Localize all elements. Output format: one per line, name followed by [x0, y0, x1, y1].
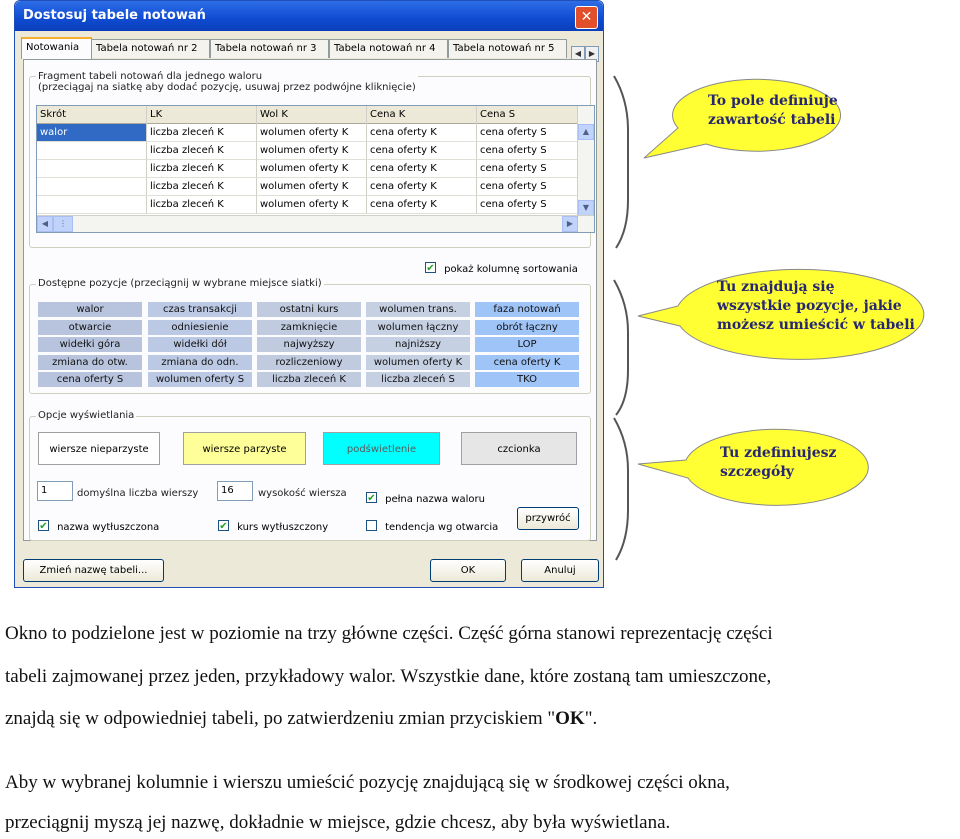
grid-vertical-scrollbar[interactable] — [577, 106, 594, 216]
grid-cell[interactable]: liczba zleceń K — [147, 178, 257, 196]
sort-checkbox[interactable]: ✔ — [426, 263, 435, 274]
available-item[interactable]: wolumen oferty S — [148, 372, 252, 387]
scroll-thumb[interactable]: ⋮ — [53, 216, 73, 232]
grid-cell[interactable]: wolumen oferty K — [257, 196, 367, 214]
grid-col-header[interactable]: Skrót — [37, 106, 147, 124]
sort-option[interactable] — [425, 257, 578, 276]
callout-middle-line2: wszystkie pozycje, jakie — [717, 298, 902, 314]
available-item[interactable]: LOP — [475, 337, 579, 352]
grid-cell[interactable] — [37, 178, 147, 196]
grid-cell[interactable]: cena oferty K — [367, 160, 477, 178]
callout-middle-line1: Tu znajdują się — [717, 279, 835, 295]
available-item[interactable]: zamknięcie — [257, 320, 361, 335]
grid-cell[interactable]: cena oferty S — [477, 196, 579, 214]
callout-bottom-text — [720, 444, 837, 482]
grid-cell[interactable]: cena oferty K — [367, 196, 477, 214]
available-item[interactable]: rozliczeniowy — [257, 355, 361, 370]
grid-cell[interactable]: cena oferty K — [367, 124, 477, 142]
available-item[interactable]: faza notowań — [475, 302, 579, 317]
odd-rows-box[interactable]: wiersze nieparzyste — [38, 432, 160, 465]
available-item[interactable]: obrót łączny — [475, 320, 579, 335]
available-item[interactable]: odniesienie — [148, 320, 252, 335]
available-item[interactable]: zmiana do odn. — [148, 355, 252, 370]
grid-cell[interactable]: cena oferty S — [477, 142, 579, 160]
paragraph-1-line1: Okno to podzielone jest w poziomie na trzy główne części. Część górna stanowi reprezentację części — [5, 623, 773, 644]
fragment-group-label — [36, 71, 418, 93]
grid-cell[interactable]: wolumen oferty K — [257, 124, 367, 142]
available-item[interactable]: TKO — [475, 372, 579, 387]
scroll-left-icon[interactable]: ◀ — [37, 216, 53, 232]
grid-horizontal-scrollbar[interactable] — [37, 215, 594, 232]
full-name-checkbox[interactable]: ✔ — [367, 493, 376, 504]
grid-cell[interactable] — [37, 160, 147, 178]
trend-option[interactable] — [366, 515, 498, 534]
full-name-label: pełna nazwa waloru — [385, 494, 485, 505]
grid-cell[interactable]: wolumen oferty K — [257, 142, 367, 160]
available-item[interactable]: widełki góra — [38, 337, 142, 352]
paragraph-1-line3 — [5, 702, 597, 735]
restore-button[interactable]: przywróć — [517, 507, 579, 530]
available-item[interactable]: czas transakcji — [148, 302, 252, 317]
fragment-grid[interactable] — [36, 105, 595, 233]
fragment-label-line2: (przeciągaj na siatkę aby dodać pozycję, usuwaj przez podwójne kliknięcie) — [38, 82, 416, 93]
tab-tabela-5[interactable]: Tabela notowań nr 5 — [448, 39, 567, 58]
callout-bottom-line1: Tu zdefiniujesz — [720, 445, 837, 461]
scroll-up-icon[interactable]: ▲ — [578, 124, 594, 140]
available-item[interactable]: widełki dół — [148, 337, 252, 352]
available-item[interactable]: wolumen oferty K — [366, 355, 470, 370]
cancel-button[interactable]: Anuluj — [521, 559, 599, 582]
callout-braces — [606, 70, 636, 590]
default-rows-input[interactable]: 1 — [37, 481, 73, 501]
paragraph-2-line2: przeciągnij myszą jej nazwę, dokładnie w miejsce, gdzie chcesz, aby była wyświetlana. — [5, 812, 671, 833]
grid-col-header[interactable]: LK — [147, 106, 257, 124]
even-rows-box[interactable]: wiersze parzyste — [183, 432, 306, 465]
grid-cell[interactable]: cena oferty K — [367, 178, 477, 196]
paragraph-2-line1: Aby w wybranej kolumnie i wierszu umieścić pozycję znajdującą się w środkowej części okna, — [5, 772, 730, 793]
window-title: Dostosuj tabele notowań — [23, 8, 206, 23]
scroll-down-icon[interactable]: ▼ — [578, 200, 594, 216]
grid-cell[interactable]: liczba zleceń K — [147, 196, 257, 214]
grid-col-header[interactable]: Wol K — [257, 106, 367, 124]
grid-header — [37, 106, 594, 124]
grid-cell[interactable] — [37, 196, 147, 214]
rename-table-button[interactable]: Zmień nazwę tabeli... — [23, 559, 164, 582]
available-item[interactable]: cena oferty S — [38, 372, 142, 387]
name-bold-checkbox[interactable]: ✔ — [39, 521, 48, 532]
trend-checkbox[interactable] — [366, 520, 377, 531]
available-item[interactable]: ostatni kurs — [257, 302, 361, 317]
tab-notowania[interactable]: Notowania — [21, 37, 92, 59]
grid-cell[interactable] — [37, 142, 147, 160]
full-name-option[interactable] — [366, 487, 485, 506]
name-bold-label: nazwa wytłuszczona — [57, 522, 160, 533]
grid-cell[interactable]: wolumen oferty K — [257, 178, 367, 196]
available-item[interactable]: liczba zleceń S — [366, 372, 470, 387]
grid-cell[interactable]: cena oferty S — [477, 160, 579, 178]
available-group-label: Dostępne pozycje (przeciągnij w wybrane miejsce siatki) — [38, 278, 322, 289]
available-item[interactable]: cena oferty K — [475, 355, 579, 370]
callout-middle-line3: możesz umieścić w tabeli — [717, 317, 915, 333]
name-bold-option[interactable] — [38, 515, 159, 534]
tab-right-arrow-icon[interactable]: ▶ — [585, 46, 599, 62]
available-item[interactable]: wolumen trans. — [366, 302, 470, 317]
available-item[interactable]: najniższy — [366, 337, 470, 352]
paragraph-1-line3-end: ". — [584, 708, 598, 729]
grid-cell-selected[interactable]: walor — [37, 124, 147, 142]
options-group-label: Opcje wyświetlania — [38, 410, 135, 421]
grid-cell[interactable]: liczba zleceń K — [147, 124, 257, 142]
ok-button[interactable]: OK — [430, 559, 506, 582]
tab-tabela-2[interactable]: Tabela notowań nr 2 — [91, 39, 210, 58]
tab-tabela-3[interactable]: Tabela notowań nr 3 — [210, 39, 329, 58]
callout-bottom-line2: szczegóły — [720, 464, 794, 480]
grid-cell[interactable]: liczba zleceń K — [147, 160, 257, 178]
grid-cell[interactable]: cena oferty S — [477, 124, 579, 142]
rate-bold-option[interactable] — [218, 515, 328, 534]
tab-tabela-4[interactable]: Tabela notowań nr 4 — [329, 39, 448, 58]
tab-left-arrow-icon[interactable]: ◀ — [571, 46, 585, 62]
available-item[interactable]: walor — [38, 302, 142, 317]
callout-top-line2: zawartość tabeli — [708, 112, 836, 128]
fragment-label-line1: Fragment tabeli notowań dla jednego waloru — [38, 71, 263, 82]
available-item[interactable]: najwyższy — [257, 337, 361, 352]
paragraph-1-line2: tabeli zajmowanej przez jeden, przykładowy walor. Wszystkie dane, które zostaną tam umieszczone, — [5, 666, 772, 687]
trend-label: tendencja wg otwarcia — [385, 522, 499, 533]
available-item[interactable]: otwarcie — [38, 320, 142, 335]
default-rows-label: domyślna liczba wierszy — [77, 488, 199, 499]
callout-middle-text — [717, 278, 915, 335]
highlight-box[interactable]: podświetlenie — [323, 432, 440, 465]
font-box[interactable]: czcionka — [461, 432, 577, 465]
available-item[interactable]: liczba zleceń K — [257, 372, 361, 387]
rate-bold-label: kurs wytłuszczony — [237, 522, 329, 533]
ok-emphasis: OK — [555, 708, 585, 729]
grid-cell[interactable]: liczba zleceń K — [147, 142, 257, 160]
grid-col-header[interactable]: Cena S — [477, 106, 579, 124]
sort-checkbox-label: pokaż kolumnę sortowania — [444, 264, 578, 275]
row-height-input[interactable]: 16 — [217, 481, 253, 501]
grid-cell[interactable]: wolumen oferty K — [257, 160, 367, 178]
scroll-right-icon[interactable]: ▶ — [562, 216, 578, 232]
rate-bold-checkbox[interactable]: ✔ — [219, 521, 228, 532]
grid-cell[interactable]: cena oferty K — [367, 142, 477, 160]
row-height-label: wysokość wiersza — [258, 488, 347, 499]
callout-top-line1: To pole definiuje — [708, 93, 838, 109]
callout-top-text — [708, 92, 838, 130]
available-item[interactable]: wolumen łączny — [366, 320, 470, 335]
grid-cell[interactable]: cena oferty S — [477, 178, 579, 196]
title-bar[interactable] — [15, 1, 603, 31]
available-item[interactable]: zmiana do otw. — [38, 355, 142, 370]
grid-col-header[interactable]: Cena K — [367, 106, 477, 124]
paragraph-1-line3-text: znajdą się w odpowiedniej tabeli, po zatwierdzeniu zmian przyciskiem " — [5, 708, 556, 729]
dialog-window — [14, 0, 604, 588]
close-button[interactable]: ✕ — [575, 6, 598, 29]
